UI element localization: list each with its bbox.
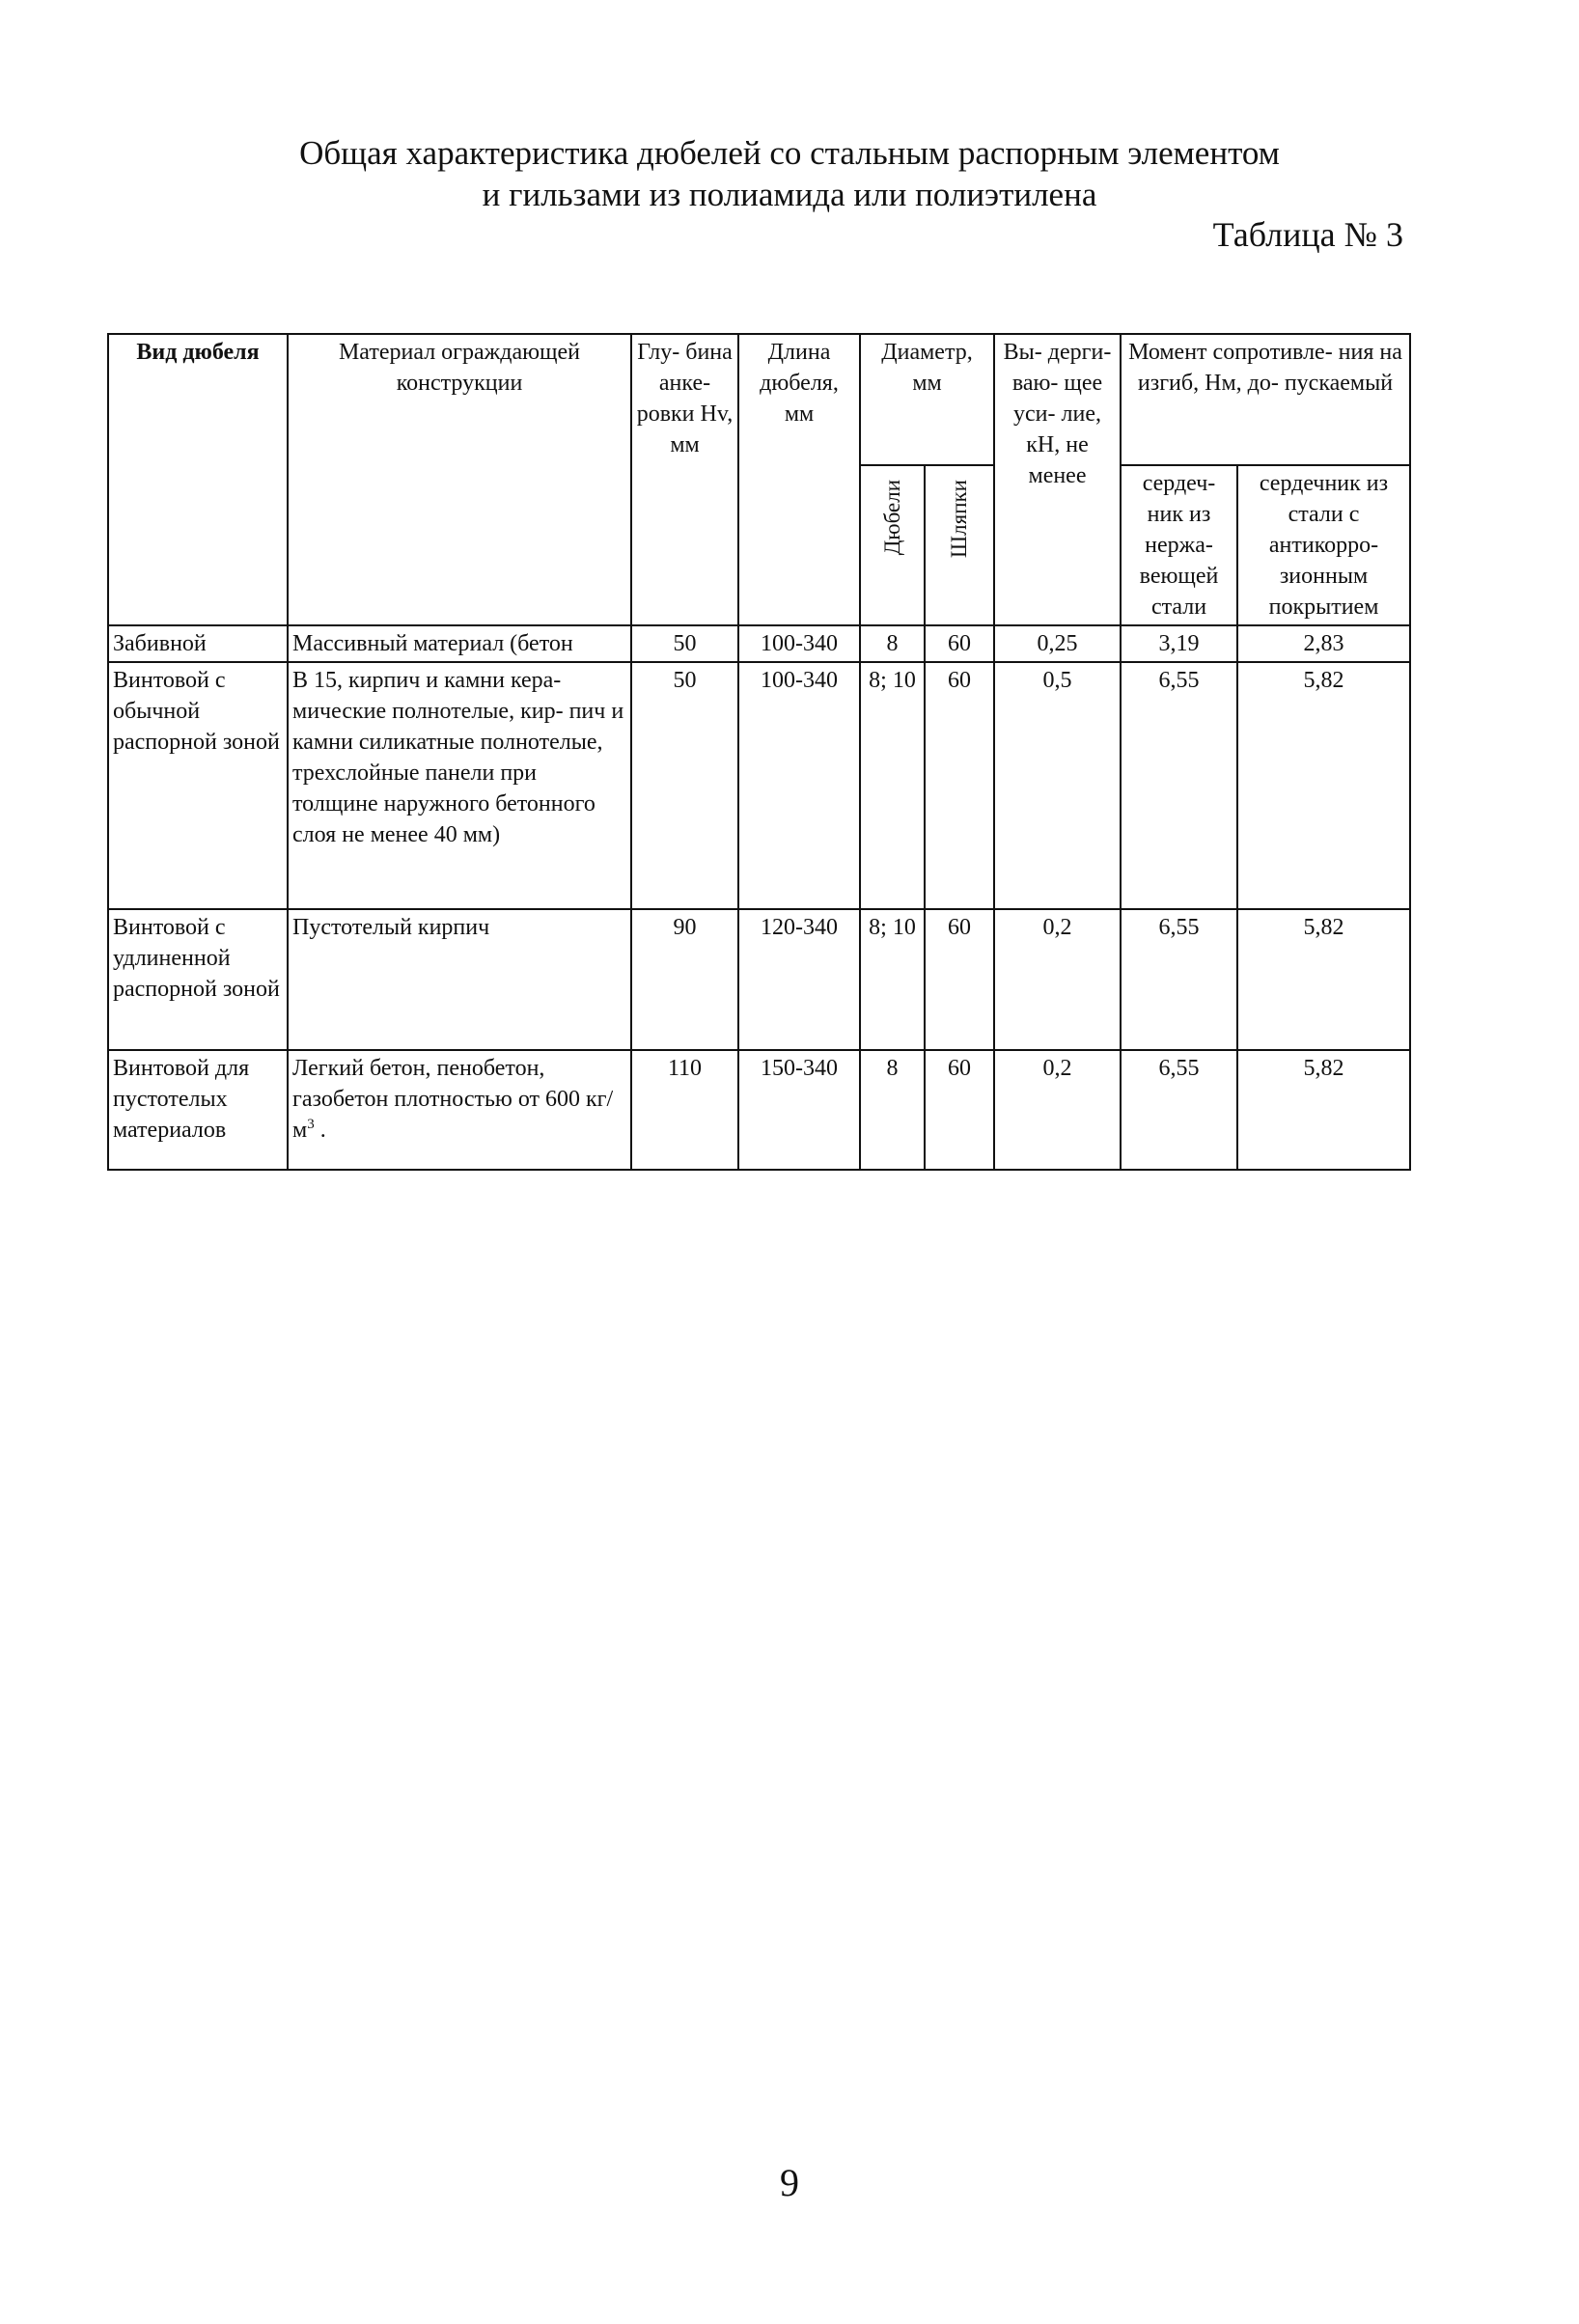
cell-depth: 50 [631,625,738,662]
cell-depth: 90 [631,909,738,1050]
cell-d-dowel: 8 [860,625,925,662]
cell-material-sup: 3 [307,1117,315,1132]
cell-type: Забивной [108,625,288,662]
cell-depth: 50 [631,662,738,909]
table-number: Таблица № 3 [1212,215,1403,254]
header-row-1 [108,334,1410,465]
cell-m-coated: 5,82 [1237,662,1410,909]
cell-material: В 15, кирпич и камни кера- мические полнотелые, кир- пич и камни силикатные полнотелые, трехслойные панели при толщине наружного бетонного слоя не менее 40 мм) [288,662,631,909]
header-type: Вид дюбеля [108,334,288,625]
cell-d-head: 60 [925,662,994,909]
header-moment: Момент сопротивле- ния на изгиб, Нм, до- пускаемый [1121,334,1410,465]
header-diam-dowel-label: Дюбели [879,480,904,556]
table-row [108,1050,1410,1170]
header-diam-dowel [860,465,925,625]
cell-material: Массивный материал (бетон [288,625,631,662]
cell-d-dowel: 8 [860,1050,925,1170]
cell-type: Винтовой для пустотелых материалов [108,1050,288,1170]
header-diam-head [925,465,994,625]
title-line-1: Общая характеристика дюбелей со стальным распорным элементом [299,134,1280,172]
cell-pull: 0,5 [994,662,1121,909]
cell-pull: 0,25 [994,625,1121,662]
title-line-2: и гильзами из полиамида или полиэтилена [482,176,1097,213]
cell-d-head: 60 [925,1050,994,1170]
cell-m-stainless: 6,55 [1121,662,1237,909]
table-row [108,625,1410,662]
page-number: 9 [780,2161,799,2204]
cell-d-dowel: 8; 10 [860,662,925,909]
cell-d-head: 60 [925,909,994,1050]
cell-type: Винтовой с обычной распорной зоной [108,662,288,909]
header-pull-force: Вы- дерги- ваю- щее уси- лие, кН, не менее [994,334,1121,625]
cell-material-tail: . [319,1118,326,1143]
cell-pull: 0,2 [994,1050,1121,1170]
cell-d-head: 60 [925,625,994,662]
header-material: Материал ограждающей конструкции [288,334,631,625]
cell-material: Пустотелый кирпич [288,909,631,1050]
cell-material [288,1050,631,1170]
cell-type: Винтовой с удлиненной распорной зоной [108,909,288,1050]
header-diam-head-label: Шляпки [947,480,971,559]
cell-length: 120-340 [738,909,860,1050]
table-row [108,662,1410,909]
table-row [108,909,1410,1050]
cell-length: 100-340 [738,662,860,909]
cell-m-coated: 5,82 [1237,909,1410,1050]
cell-length: 100-340 [738,625,860,662]
cell-m-stainless: 6,55 [1121,909,1237,1050]
header-moment-coated: сердечник из стали с антикорро- зионным покрытием [1237,465,1410,625]
header-diameter: Диаметр, мм [860,334,994,465]
header-depth: Глу- бина анке- ровки Hv, мм [631,334,738,625]
cell-m-coated: 5,82 [1237,1050,1410,1170]
cell-depth: 110 [631,1050,738,1170]
cell-length: 150-340 [738,1050,860,1170]
cell-material-text: Легкий бетон, пенобетон, газобетон плотностью от 600 кг/м [292,1056,614,1143]
cell-d-dowel: 8; 10 [860,909,925,1050]
header-length: Длина дюбеля, мм [738,334,860,625]
cell-pull: 0,2 [994,909,1121,1050]
dowel-characteristics-table [107,333,1411,1171]
cell-m-stainless: 3,19 [1121,625,1237,662]
cell-m-coated: 2,83 [1237,625,1410,662]
header-moment-stainless: сердеч- ник из нержа- веющей стали [1121,465,1237,625]
cell-m-stainless: 6,55 [1121,1050,1237,1170]
